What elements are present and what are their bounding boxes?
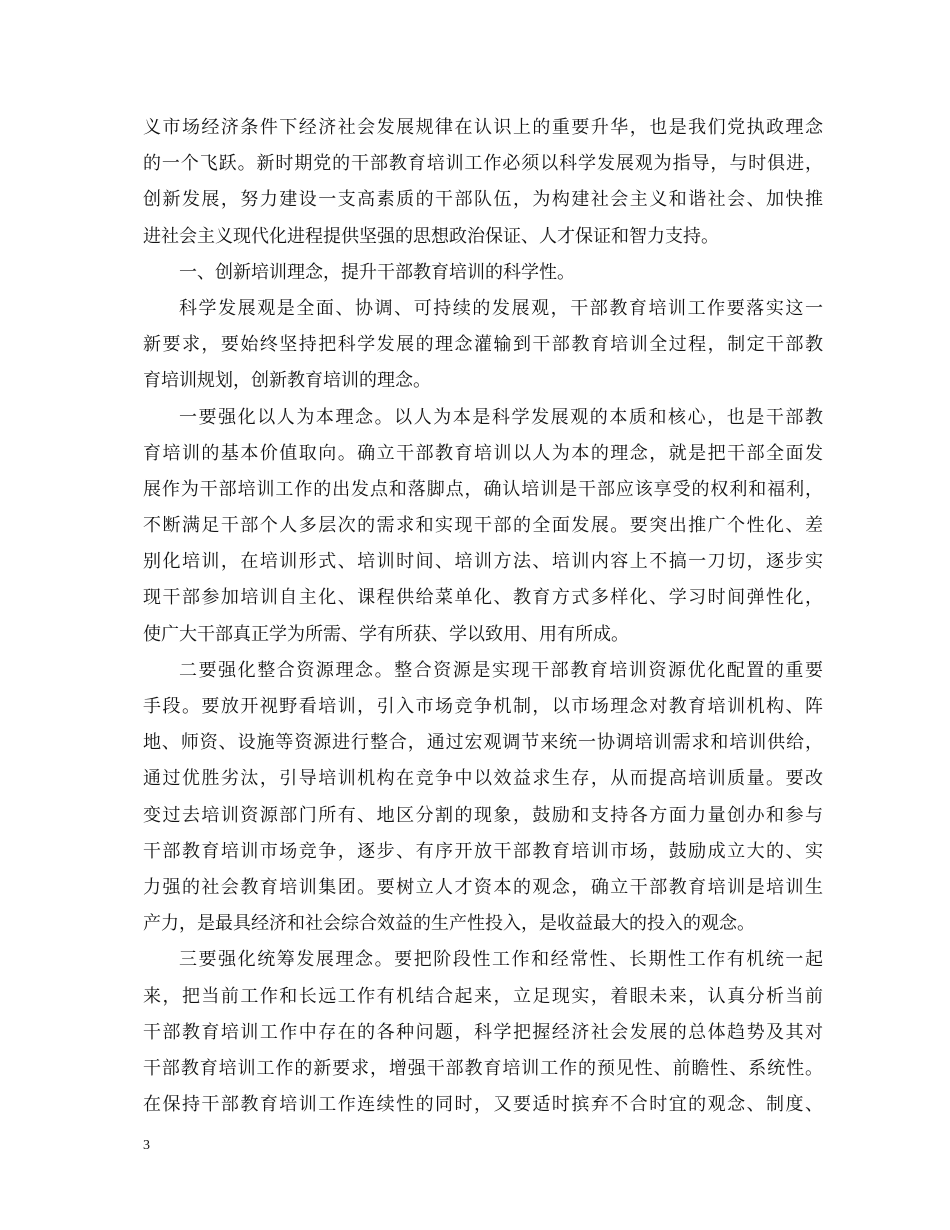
- text-line: 育培训规划，创新教育培训的理念。: [143, 370, 431, 392]
- text-line: 进社会主义现代化进程提供坚强的思想政治保证、人才保证和智力支持。: [143, 225, 719, 247]
- text-line: 的一个飞跃。新时期党的干部教育培训工作必须以科学发展观为指导，与时俱进，: [143, 153, 823, 175]
- text-line: 使广大干部真正学为所需、学有所获、学以致用、用有所成。: [143, 623, 629, 645]
- text-line: 在保持干部教育培训工作连续性的同时，又要适时摈弃不合时宜的观念、制度、: [143, 1094, 823, 1116]
- text-line: 现干部参加培训自主化、课程供给菜单化、教育方式多样化、学习时间弹性化，: [143, 587, 823, 609]
- text-line: 手段。要放开视野看培训，引入市场竞争机制，以市场理念对教育培训机构、阵: [143, 696, 823, 717]
- text-line: 创新发展，努力建设一支高素质的干部队伍，为构建社会主义和谐社会、加快推: [143, 189, 823, 211]
- section-heading: 一、创新培训理念，提升干部教育培训的科学性。: [179, 261, 575, 283]
- text-line: 一要强化以人为本理念。以人为本是科学发展观的本质和核心，也是干部教: [179, 406, 823, 428]
- text-line: 不断满足干部个人多层次的需求和实现干部的全面发展。要突出推广个性化、差: [143, 515, 823, 537]
- text-line: 力强的社会教育培训集团。要树立人才资本的观念，确立干部教育培训是培训生: [143, 876, 823, 898]
- text-line: 来，把当前工作和长远工作有机结合起来，立足现实，着眼未来，认真分析当前: [143, 985, 823, 1007]
- text-line: 变过去培训资源部门所有、地区分割的现象，鼓励和支持各方面力量创办和参与: [143, 804, 823, 826]
- document-body: [143, 110, 823, 1123]
- text-line: 干部教育培训工作中存在的各种问题，科学把握经济社会发展的总体趋势及其对: [143, 1021, 823, 1043]
- text-line: 科学发展观是全面、协调、可持续的发展观，干部教育培训工作要落实这一: [179, 297, 823, 319]
- text-line: 二要强化整合资源理念。整合资源是实现干部教育培训资源优化配置的重要: [179, 659, 823, 681]
- text-line: 义市场经济条件下经济社会发展规律在认识上的重要升华，也是我们党执政理念: [143, 117, 823, 138]
- text-line: 新要求，要始终坚持把科学发展的理念灌输到干部教育培训全过程，制定干部教: [143, 334, 823, 356]
- text-line: 通过优胜劣汰，引导培训机构在竞争中以效益求生存，从而提高培训质量。要改: [143, 768, 823, 790]
- text-line: 展作为干部培训工作的出发点和落脚点，确认培训是干部应该享受的权利和福利，: [143, 478, 823, 500]
- text-line: 干部教育培训市场竞争，逐步、有序开放干部教育培训市场，鼓励成立大的、实: [143, 840, 823, 862]
- text-line: 育培训的基本价值取向。确立干部教育培训以人为本的理念，就是把干部全面发: [143, 442, 823, 464]
- text-line: 干部教育培训工作的新要求，增强干部教育培训工作的预见性、前瞻性、系统性。: [143, 1057, 823, 1079]
- text-line: 别化培训，在培训形式、培训时间、培训方法、培训内容上不搞一刀切，逐步实: [143, 551, 823, 573]
- text-line: 三要强化统筹发展理念。要把阶段性工作和经常性、长期性工作有机统一起: [179, 949, 823, 971]
- page-number: 3: [143, 1138, 150, 1153]
- text-line: 地、师资、设施等资源进行整合，通过宏观调节来统一协调培训需求和培训供给，: [143, 732, 823, 754]
- text-line: 产力，是最具经济和社会综合效益的生产性投入，是收益最大的投入的观念。: [143, 913, 755, 935]
